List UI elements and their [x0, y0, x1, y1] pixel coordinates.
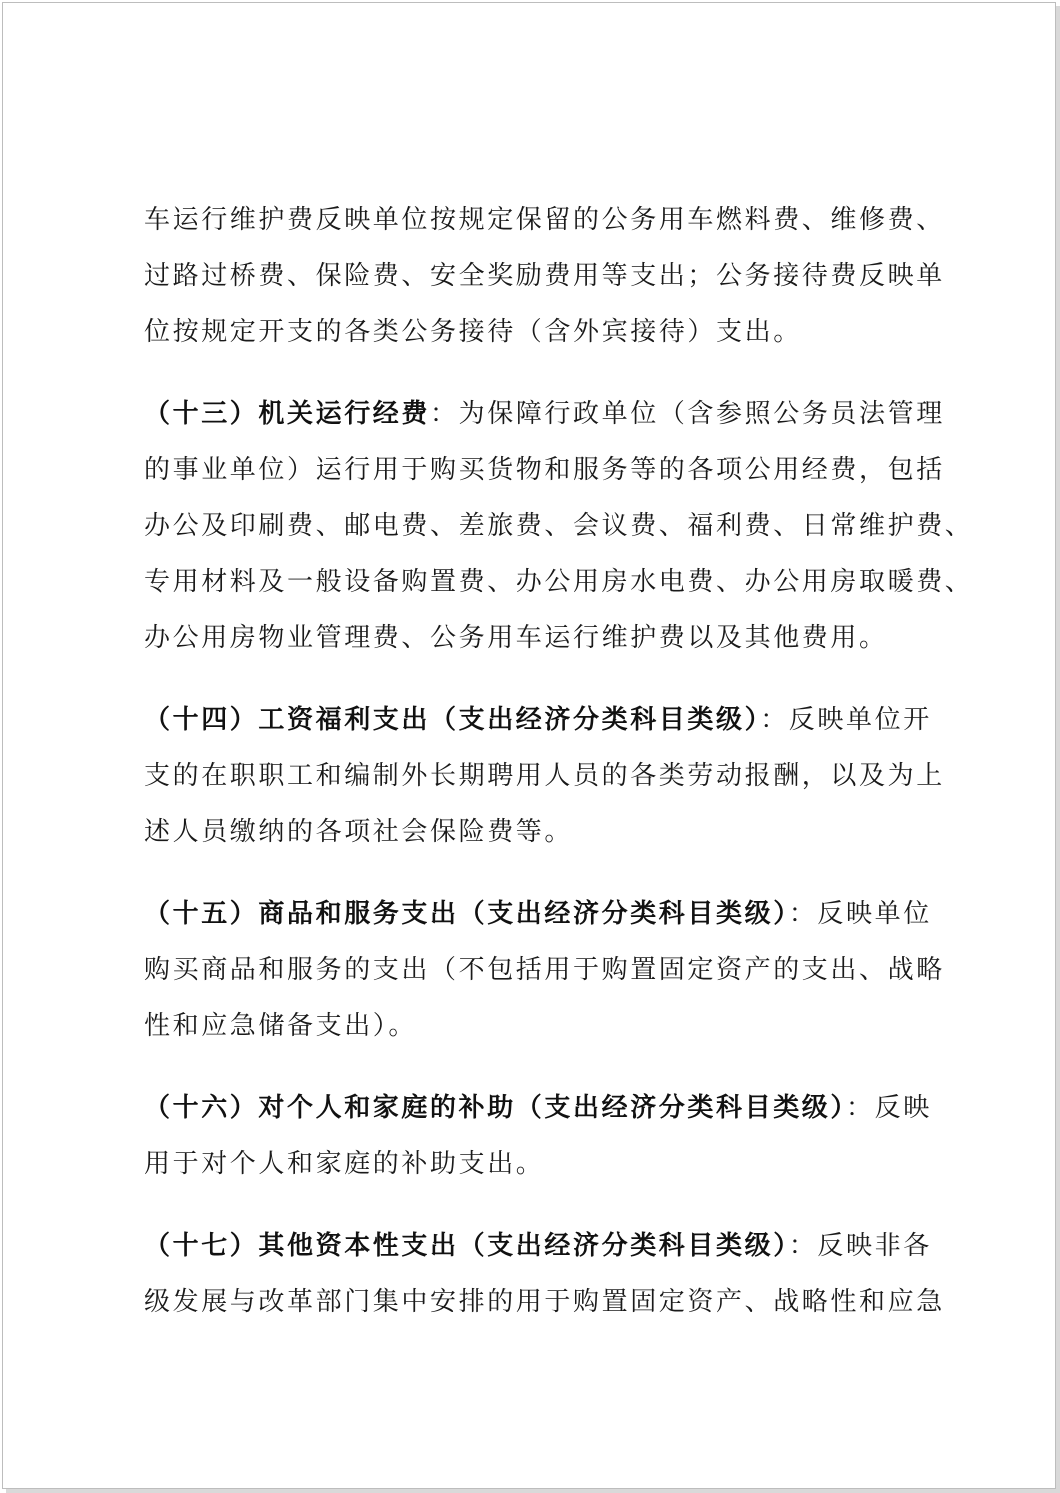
text-run: ：为保障行政单位（含参照公务员法管理 [430, 399, 945, 429]
paragraph-vehicle-reception [144, 192, 945, 360]
paragraph-17-other-capital [144, 1218, 945, 1330]
text-line [144, 386, 945, 442]
text-line: 性和应急储备支出）。 [144, 1011, 418, 1041]
section-heading-15: （十五）商品和服务支出（支出经济分类科目类级） [144, 899, 789, 929]
page-shadow-bottom [6, 1489, 1060, 1493]
text-line: 的事业单位）运行用于购买货物和服务等的各项公用经费，包括 [144, 455, 945, 485]
text-line: 购买商品和服务的支出（不包括用于购置固定资产的支出、战略 [144, 955, 945, 985]
section-heading-16: （十六）对个人和家庭的补助（支出经济分类科目类级） [144, 1093, 847, 1123]
paragraph-13-operating-funds [144, 386, 974, 666]
text-run: ：反映单位 [788, 899, 932, 929]
text-line [144, 1218, 932, 1274]
text-line: 办公用房物业管理费、公务用车运行维护费以及其他费用。 [144, 623, 888, 653]
section-heading-13: （十三）机关运行经费 [144, 399, 431, 429]
text-line: 用于对个人和家庭的补助支出。 [144, 1149, 545, 1179]
page-shadow-right [1056, 6, 1060, 1493]
text-line: 位按规定开支的各类公务接待（含外宾接待）支出。 [144, 317, 802, 347]
text-line: 述人员缴纳的各项社会保险费等。 [144, 817, 574, 847]
text-line [144, 886, 932, 942]
text-line: 专用材料及一般设备购置费、办公用房水电费、办公用房取暖费、 [144, 567, 974, 597]
text-run: ：反映非各 [788, 1231, 932, 1261]
text-run: ：反映单位开 [760, 705, 932, 735]
text-line: 办公及印刷费、邮电费、差旅费、会议费、福利费、日常维护费、 [144, 511, 974, 541]
text-line: 过路过桥费、保险费、安全奖励费用等支出；公务接待费反映单 [144, 261, 945, 291]
document-body [144, 192, 974, 1330]
section-heading-14: （十四）工资福利支出（支出经济分类科目类级） [144, 705, 761, 735]
section-heading-17: （十七）其他资本性支出（支出经济分类科目类级） [144, 1231, 789, 1261]
text-line [144, 1080, 932, 1136]
paragraph-16-household-subsidies [144, 1080, 932, 1192]
text-line: 支的在职职工和编制外长期聘用人员的各类劳动报酬，以及为上 [144, 761, 945, 791]
text-line [144, 692, 932, 748]
text-line: 车运行维护费反映单位按规定保留的公务用车燃料费、维修费、 [144, 205, 945, 235]
paragraph-15-goods-services [144, 886, 945, 1054]
paragraph-14-wages-welfare [144, 692, 945, 860]
text-run: ：反映 [846, 1093, 932, 1123]
text-line: 级发展与改革部门集中安排的用于购置固定资产、战略性和应急 [144, 1287, 945, 1317]
